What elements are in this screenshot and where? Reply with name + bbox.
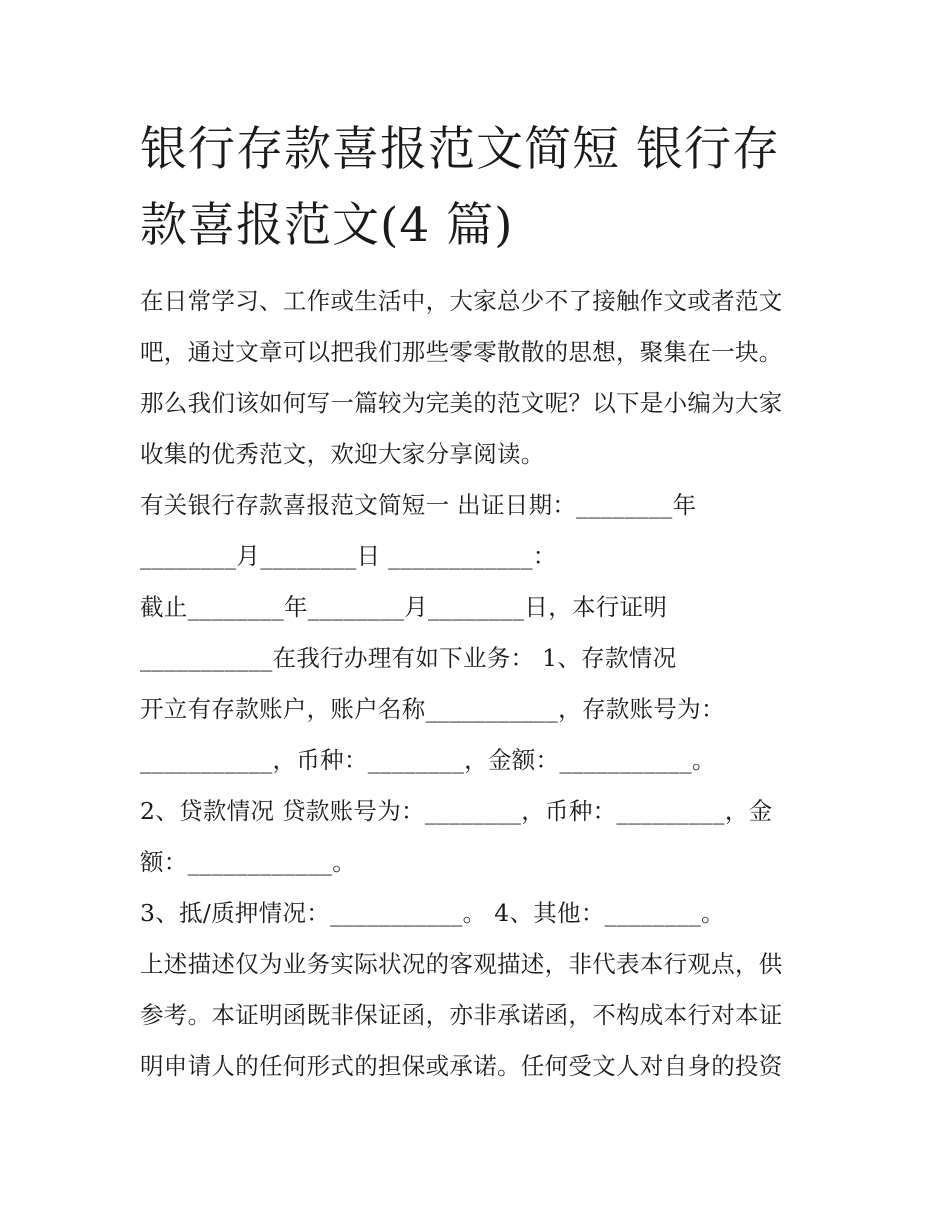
body-line: ________月________日 ____________： [140, 542, 557, 570]
body-line: 3、抵/质押情况：___________。 4、其他：________。 [140, 899, 725, 927]
body-line: 截止________年________月________日，本行证明 [140, 593, 668, 621]
body-line: 那么我们该如何写一篇较为完美的范文呢？以下是小编为大家 [140, 389, 783, 417]
document-title [140, 112, 820, 264]
body-line: 额：____________。 [140, 848, 356, 876]
body-line: 开立有存款账户，账户名称___________，存款账号为： [140, 695, 725, 723]
body-line: ___________在我行办理有如下业务： 1、存款情况 [140, 644, 677, 672]
body-line: 吧，通过文章可以把我们那些零零散散的思想，聚集在一块。 [140, 338, 783, 366]
body-line: 有关银行存款喜报范文简短一 出证日期：________年 [140, 491, 697, 519]
body-line: 在日常学习、工作或生活中，大家总少不了接触作文或者范文 [140, 287, 783, 315]
title-line-1: 银行存款喜报范文简短 银行存 [140, 122, 780, 177]
body-line: 明申请人的任何形式的担保或承诺。任何受文人对自身的投资 [140, 1052, 783, 1080]
body-line: 2、贷款情况 贷款账号为：________，币种：_________，金 [140, 797, 773, 825]
title-line-2: 款喜报范文(4 篇) [140, 198, 514, 253]
body-line: 参考。本证明函既非保证函，亦非承诺函，不构成本行对本证 [140, 1001, 783, 1029]
body-line: ___________，币种：________，金额：___________。 [140, 746, 716, 774]
document-body [140, 276, 820, 1092]
body-line: 收集的优秀范文，欢迎大家分享阅读。 [140, 440, 545, 468]
body-line: 上述描述仅为业务实际状况的客观描述，非代表本行观点，供 [140, 950, 783, 978]
